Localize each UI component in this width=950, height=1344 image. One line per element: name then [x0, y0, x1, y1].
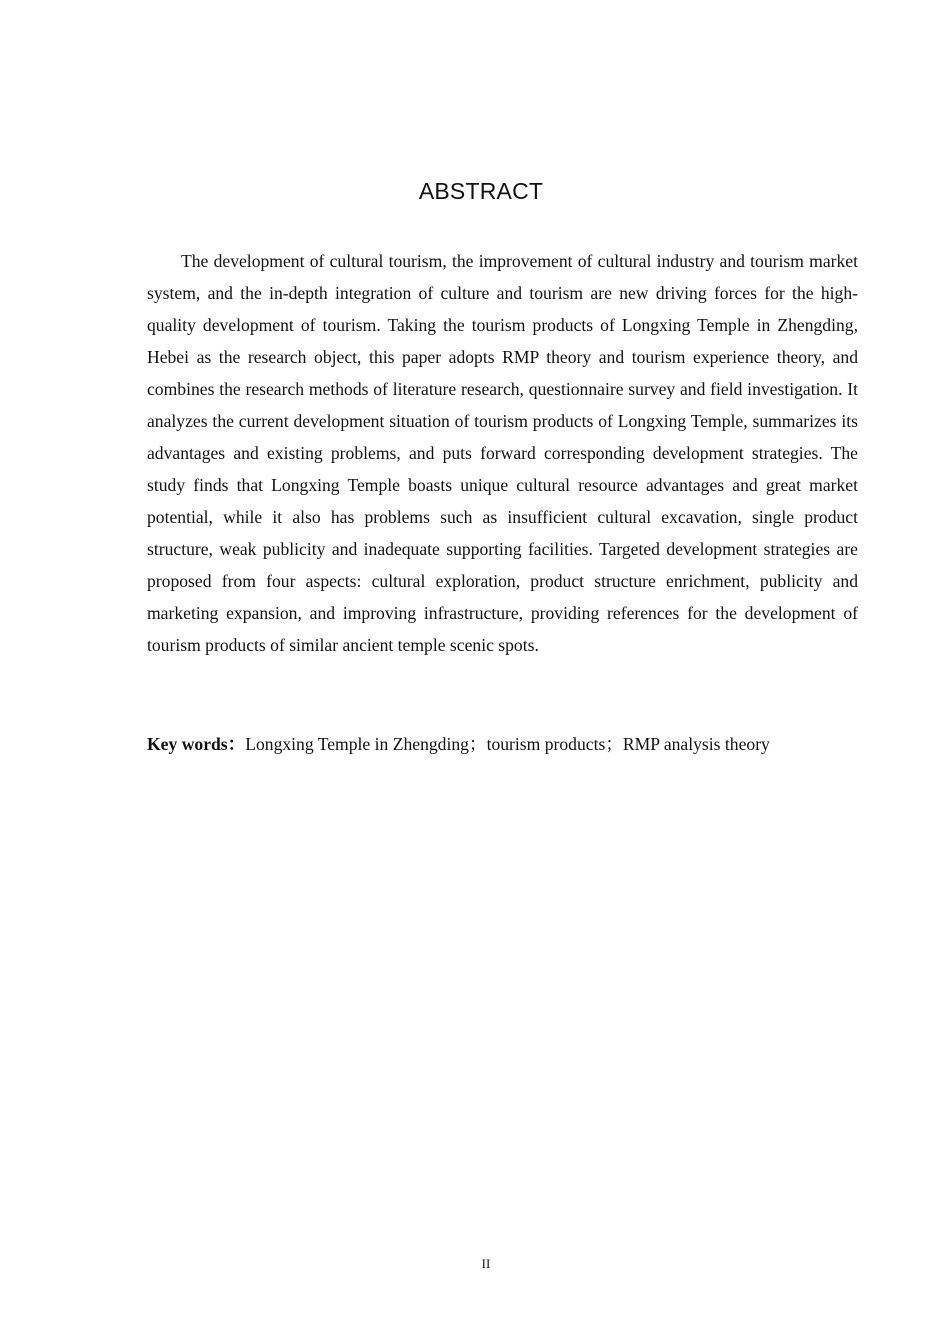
keyword-separator: ；: [605, 734, 623, 754]
keyword-1: Longxing Temple in Zhengding: [245, 734, 469, 754]
keyword-2: tourism products: [486, 734, 606, 754]
keyword-3: RMP analysis theory: [622, 734, 770, 754]
abstract-body: The development of cultural tourism, the improvement of cultural industry and tourism market system, and the in-depth integration of culture and tourism are new driving forces for the high-quality development of tourism. Taking the tourism products of Longxing Temple in Zhengding, Hebei as the research object, this paper adopts RMP theory and tourism experience theory, and combines the research methods of literature research, questionnaire survey and field investigation. It analyzes the current development situation of tourism products of Longxing Temple, summarizes its advantages and existing problems, and puts forward corresponding development strategies. The study finds that Longxing Temple boasts unique cultural resource advantages and great market potential, while it also has problems such as insufficient cultural excavation, single product structure, weak publicity and inadequate supporting facilities. Targeted development strategies are proposed from four aspects: cultural exploration, product structure enrichment, publicity and marketing expansion, and improving infrastructure, providing references for the development of tourism products of similar ancient temple scenic spots.: [147, 251, 858, 655]
page-number: II: [481, 1256, 491, 1271]
keywords-line: [147, 729, 867, 759]
abstract-title: ABSTRACT: [418, 178, 544, 204]
keywords-label: Key words：: [147, 734, 246, 754]
keyword-separator: ；: [468, 734, 487, 754]
